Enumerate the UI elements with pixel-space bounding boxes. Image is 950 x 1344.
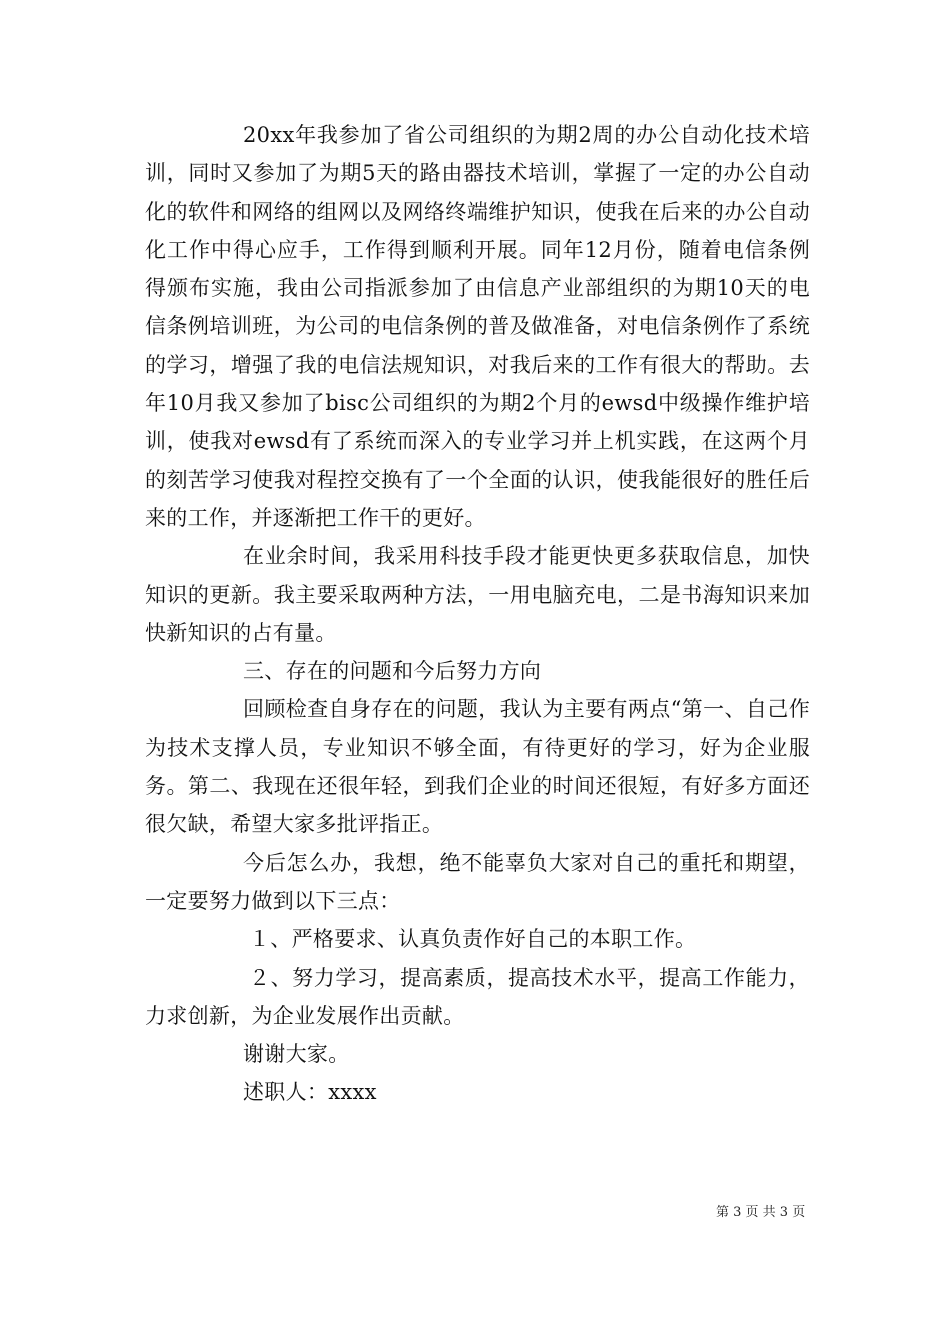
closing-thanks: 谢谢大家。 xyxy=(243,1042,350,1067)
page-number-footer: 第 3 页 共 3 页 xyxy=(716,1205,806,1220)
paragraph-training: 20xx年我参加了省公司组织的为期2周的办公自动化技术培训，同时又参加了为期5天的路由器技术培训，掌握了一定的办公自动化的软件和网络的组网以及网络终端维护知识，使我在后来的办公自动化工作中得心应手，工作得到顺利开展。同年12月份，随着电信条例得颁布实施，我由公司指派参加了由信息产业部组织的为期10天的电信条例培训班，为公司的电信条例的普及做准备，对电信条例作了系统的学习，增强了我的电信法规知识，对我后来的工作有很大的帮助。去年10月我又参加了bisc公司组织的为期2个月的ewsd中级操作维护培训，使我对ewsd有了系统而深入的专业学习并上机实践，在这两个月的刻苦学习使我对程控交换有了一个全面的认识，使我能很好的胜任后来的工作，并逐渐把工作干的更好。 xyxy=(145,123,810,530)
section-heading-problems: 三、存在的问题和今后努力方向 xyxy=(243,659,542,684)
paragraph-spare-time: 在业余时间，我采用科技手段才能更快更多获取信息，加快知识的更新。我主要采取两种方法，一用电脑充电，二是书海知识来加快新知识的占有量。 xyxy=(145,544,810,645)
paragraph-future: 今后怎么办，我想，绝不能辜负大家对自己的重托和期望，一定要努力做到以下三点： xyxy=(145,850,810,913)
list-item-2: ２、努力学习，提高素质，提高技术水平，提高工作能力，力求创新，为企业发展作出贡献。 xyxy=(145,965,810,1028)
paragraph-review: 回顾检查自身存在的问题，我认为主要有两点“第一、自己作为技术支撑人员，专业知识不够全面，有待更好的学习，好为企业服务。第二、我现在还很年轻，到我们企业的时间还很短，有好多方面还很欠缺，希望大家多批评指正。 xyxy=(145,697,810,837)
signature-line: 述职人：xxxx xyxy=(243,1080,377,1105)
document-body xyxy=(145,116,810,1112)
list-item-1: １、严格要求、认真负责作好自己的本职工作。 xyxy=(249,927,697,952)
